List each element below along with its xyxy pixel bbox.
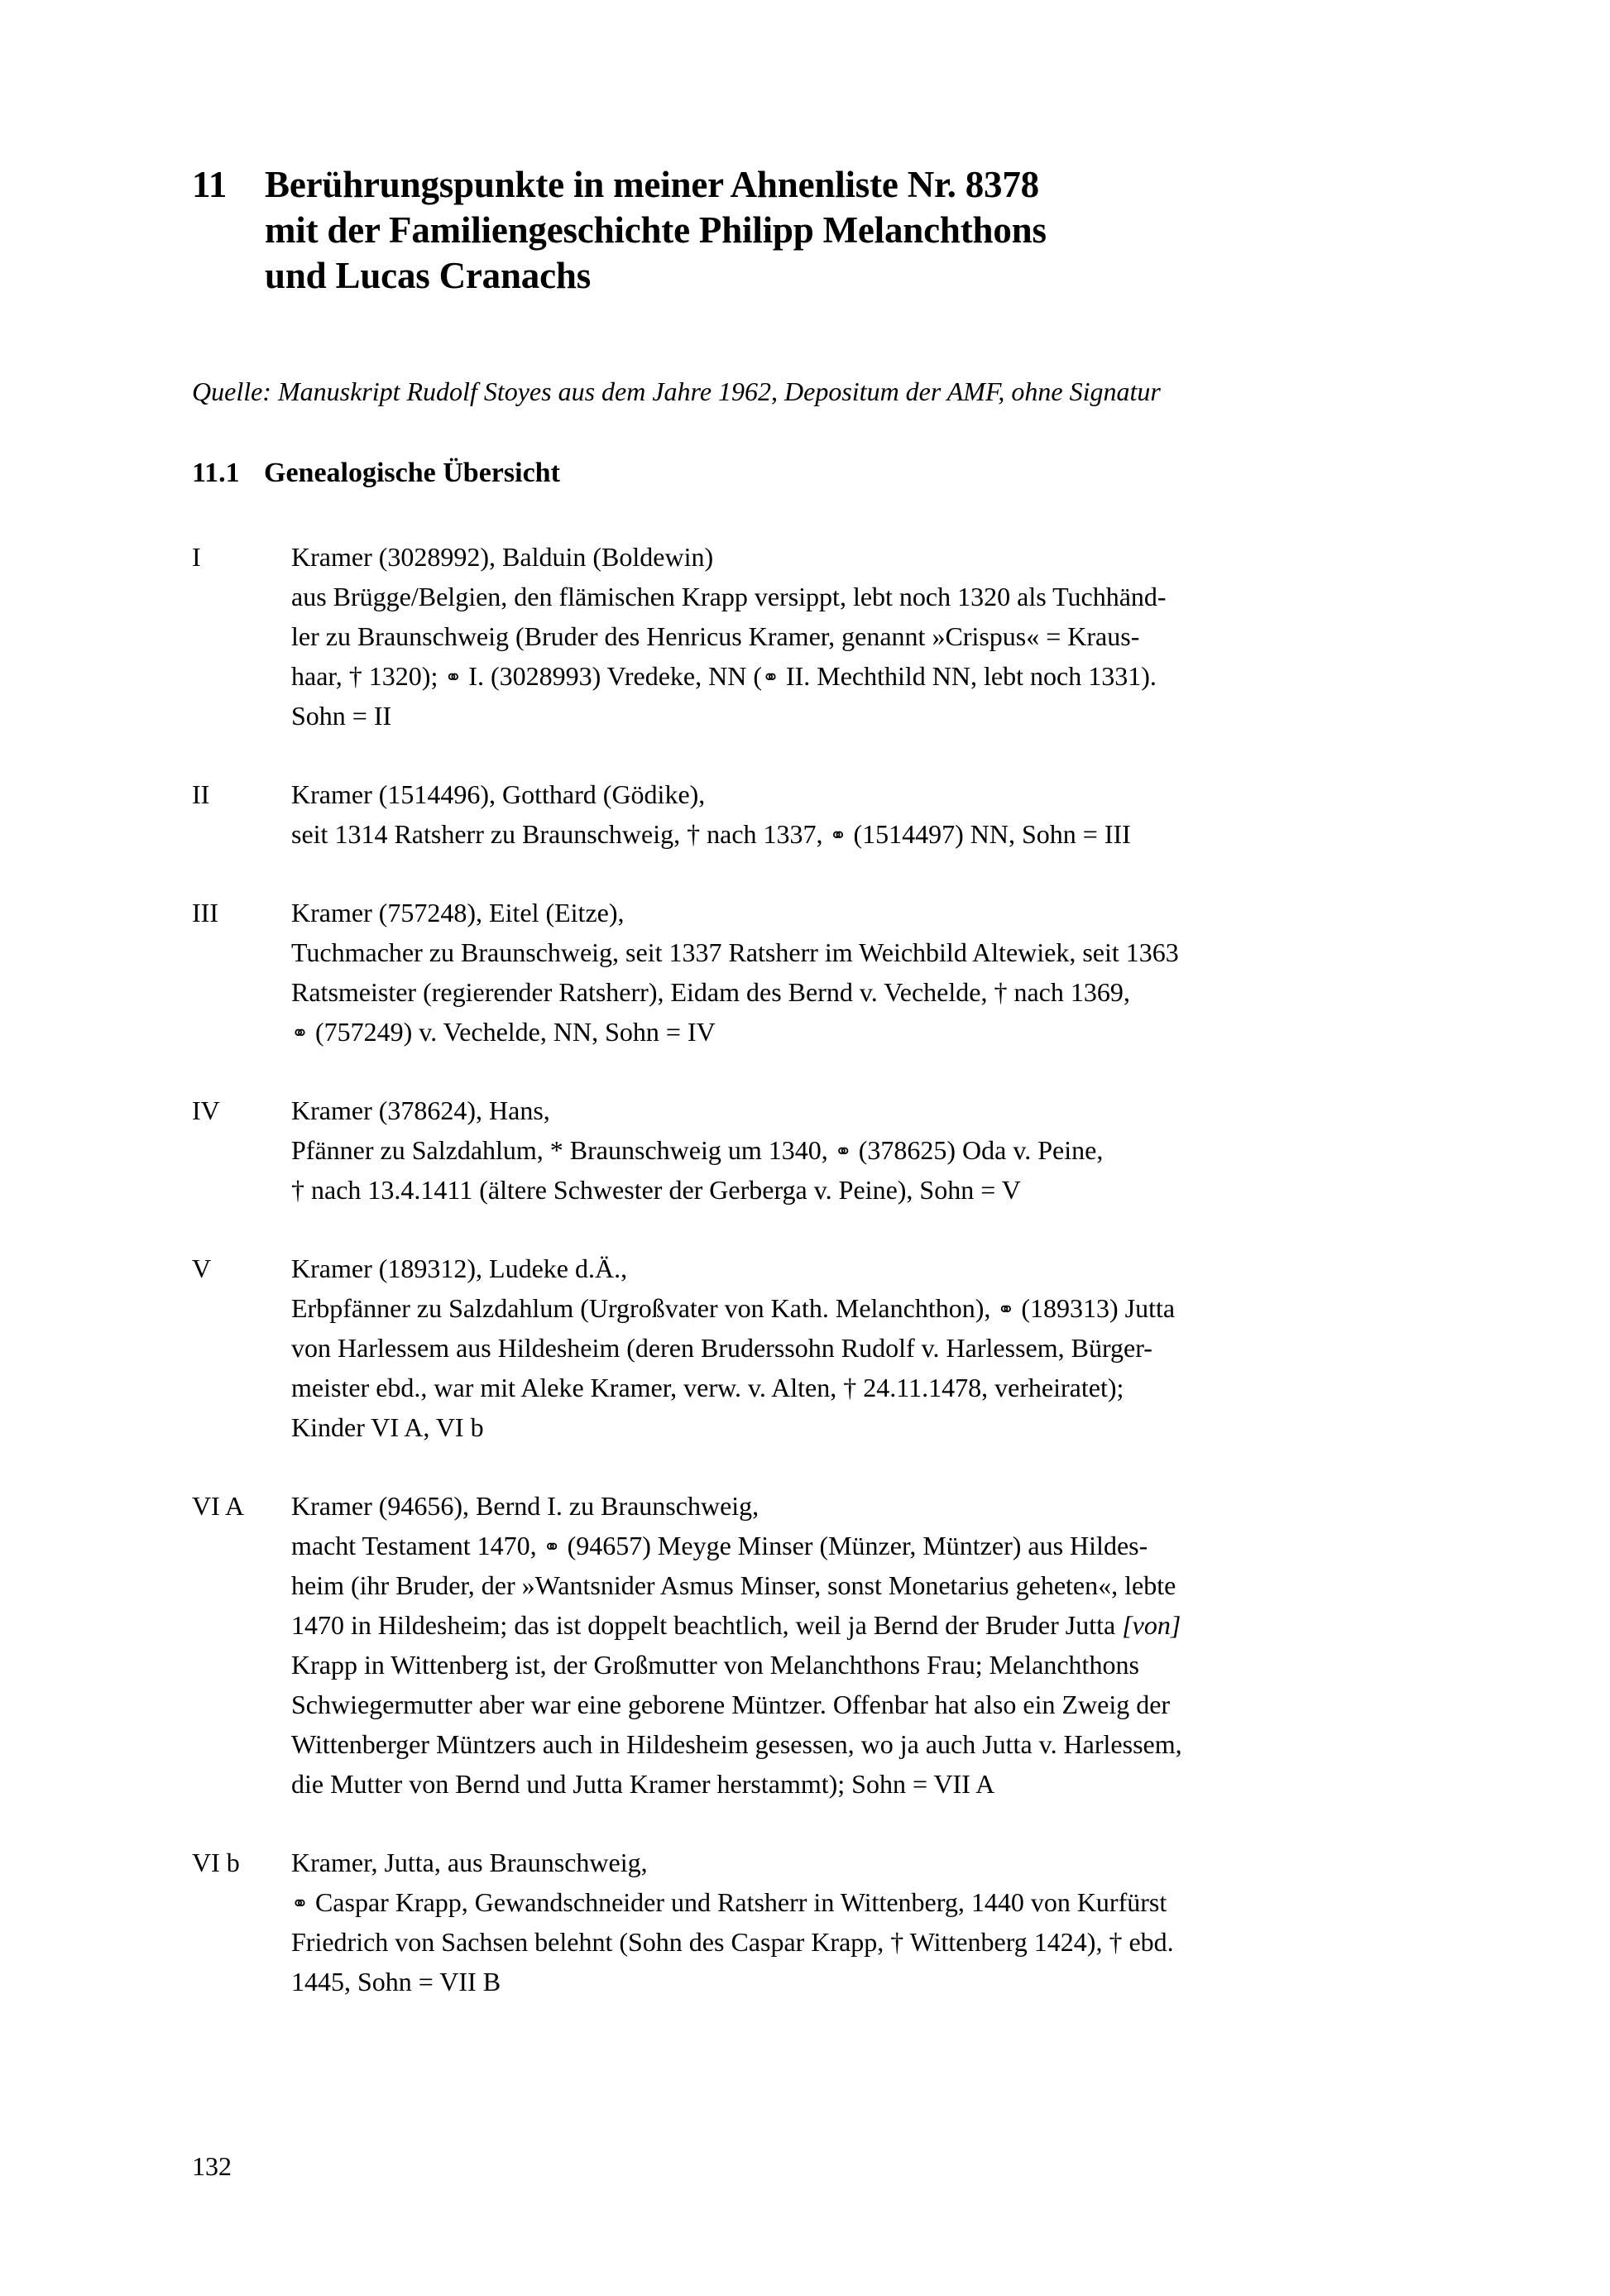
genealogy-entry	[192, 893, 1413, 1052]
entry-detail-line: Tuchmacher zu Braunschweig, seit 1337 Ratsherr im Weichbild Altewiek, seit 1363	[291, 937, 1179, 967]
marriage-symbol: ⚭	[834, 1139, 852, 1163]
entry-body	[291, 537, 1413, 736]
page-number: 132	[192, 2151, 232, 2181]
entry-headline: Kramer (94656), Bernd I. zu Braunschweig,	[291, 1491, 759, 1521]
chapter-title	[192, 162, 1413, 299]
entry-detail-line: von Harlessem aus Hildesheim (deren Bruderssohn Rudolf v. Harlessem, Bürger-	[291, 1333, 1152, 1363]
entry-detail-line: Erbpfänner zu Salzdahlum (Urgroßvater von Kath. Melanchthon), ⚭ (189313) Jutta	[291, 1293, 1176, 1323]
entry-detail-line: † nach 13.4.1411 (ältere Schwester der Gerberga v. Peine), Sohn = V	[291, 1175, 1021, 1205]
entry-headline: Kramer (1514496), Gotthard (Gödike),	[291, 779, 706, 809]
marriage-symbol: ⚭	[997, 1297, 1015, 1321]
entry-detail-line: Sohn = II	[291, 701, 392, 731]
genealogy-entry	[192, 537, 1413, 736]
entry-label: III	[192, 898, 218, 928]
entry-detail-line: seit 1314 Ratsherr zu Braunschweig, † nach 1337, ⚭ (1514497) NN, Sohn = III	[291, 819, 1131, 849]
entry-headline: Kramer, Jutta, aus Braunschweig,	[291, 1848, 648, 1877]
entry-label: IV	[192, 1095, 220, 1125]
entry-label: II	[192, 779, 210, 809]
entry-label: I	[192, 542, 201, 572]
entry-body	[291, 1486, 1413, 1804]
entry-detail-line: Ratsmeister (regierender Ratsherr), Eidam des Bernd v. Vechelde, † nach 1369,	[291, 977, 1130, 1007]
entry-detail-line: meister ebd., war mit Aleke Kramer, verw. v. Alten, † 24.11.1478, verheiratet);	[291, 1373, 1124, 1402]
entry-detail-line: die Mutter von Bernd und Jutta Kramer herstammt); Sohn = VII A	[291, 1769, 995, 1799]
entry-detail-line: aus Brügge/Belgien, den flämischen Krapp versippt, lebt noch 1320 als Tuchhänd-	[291, 582, 1167, 611]
entry-label: VI b	[192, 1848, 240, 1877]
entry-detail-line: Krapp in Wittenberg ist, der Großmutter von Melanchthons Frau; Melanchthons	[291, 1650, 1139, 1680]
entry-detail-line: ⚭ (757249) v. Vechelde, NN, Sohn = IV	[291, 1017, 716, 1047]
section-heading	[192, 456, 1413, 491]
source-note: Quelle: Manuskript Rudolf Stoyes aus dem Jahre 1962, Depositum der AMF, ohne Signatur	[192, 376, 1161, 406]
entry-body	[291, 893, 1413, 1052]
marriage-symbol: ⚭	[444, 665, 462, 689]
section-number: 11.1	[192, 458, 240, 488]
entry-detail-line: haar, † 1320); ⚭ I. (3028993) Vredeke, NN (⚭ II. Mechthild NN, lebt noch 1331).	[291, 661, 1157, 691]
entry-headline: Kramer (3028992), Balduin (Boldewin)	[291, 542, 714, 572]
chapter-title-line-3: und Lucas Cranachs	[265, 255, 592, 296]
marriage-symbol: ⚭	[829, 823, 847, 847]
page-content	[192, 162, 1413, 2040]
marriage-symbol: ⚭	[291, 1021, 309, 1045]
entry-detail-line: Friedrich von Sachsen belehnt (Sohn des Caspar Krapp, † Wittenberg 1424), † ebd.	[291, 1927, 1174, 1957]
entry-detail-line: Wittenberger Müntzers auch in Hildesheim gesessen, wo ja auch Jutta v. Harlessem,	[291, 1729, 1182, 1759]
entry-body	[291, 1843, 1413, 2001]
entry-detail-line: ler zu Braunschweig (Bruder des Henricus Kramer, genannt »Crispus« = Kraus-	[291, 621, 1140, 651]
chapter-number: 11	[192, 164, 228, 205]
entry-body	[291, 1090, 1413, 1210]
genealogy-entry	[192, 774, 1413, 854]
genealogy-entry	[192, 1249, 1413, 1447]
entry-detail-line: Schwiegermutter aber war eine geborene Müntzer. Offenbar hat also ein Zweig der	[291, 1690, 1171, 1719]
entry-headline: Kramer (378624), Hans,	[291, 1095, 550, 1125]
entry-headline: Kramer (189312), Ludeke d.Ä.,	[291, 1253, 628, 1283]
entry-headline: Kramer (757248), Eitel (Eitze),	[291, 898, 625, 928]
marriage-symbol: ⚭	[291, 1891, 309, 1915]
marriage-symbol: ⚭	[543, 1535, 561, 1559]
chapter-title-line-2: mit der Familiengeschichte Philipp Melanchthons	[265, 209, 1047, 251]
genealogy-entry	[192, 1486, 1413, 1804]
entry-detail-line: heim (ihr Bruder, der »Wantsnider Asmus Minser, sonst Monetarius geheten«, lebte	[291, 1570, 1176, 1600]
marriage-symbol: ⚭	[762, 665, 779, 689]
entry-body	[291, 774, 1413, 854]
genealogy-entry	[192, 1843, 1413, 2001]
entry-detail-line: 1445, Sohn = VII B	[291, 1967, 501, 1996]
entry-detail-line: ⚭ Caspar Krapp, Gewandschneider und Ratsherr in Wittenberg, 1440 von Kurfürst	[291, 1887, 1167, 1917]
entry-body	[291, 1249, 1413, 1447]
editorial-insertion: [von]	[1122, 1610, 1181, 1640]
genealogy-entry-list	[192, 537, 1413, 2001]
entry-detail-line-with-italic: 1470 in Hildesheim; das ist doppelt beachtlich, weil ja Bernd der Bruder Jutta [von]	[291, 1610, 1181, 1640]
entry-detail-line: Kinder VI A, VI b	[291, 1412, 484, 1442]
entry-label: V	[192, 1253, 212, 1283]
chapter-title-line-1	[192, 162, 1413, 208]
chapter-title-text-1: Berührungspunkte in meiner Ahnenliste Nr. 8378	[265, 164, 1039, 205]
entry-label: VI A	[192, 1491, 245, 1521]
entry-detail-line: macht Testament 1470, ⚭ (94657) Meyge Minser (Münzer, Müntzer) aus Hildes-	[291, 1531, 1148, 1560]
genealogy-entry	[192, 1090, 1413, 1210]
entry-detail-line: Pfänner zu Salzdahlum, * Braunschweig um 1340, ⚭ (378625) Oda v. Peine,	[291, 1135, 1104, 1165]
section-title: Genealogische Übersicht	[264, 458, 560, 488]
